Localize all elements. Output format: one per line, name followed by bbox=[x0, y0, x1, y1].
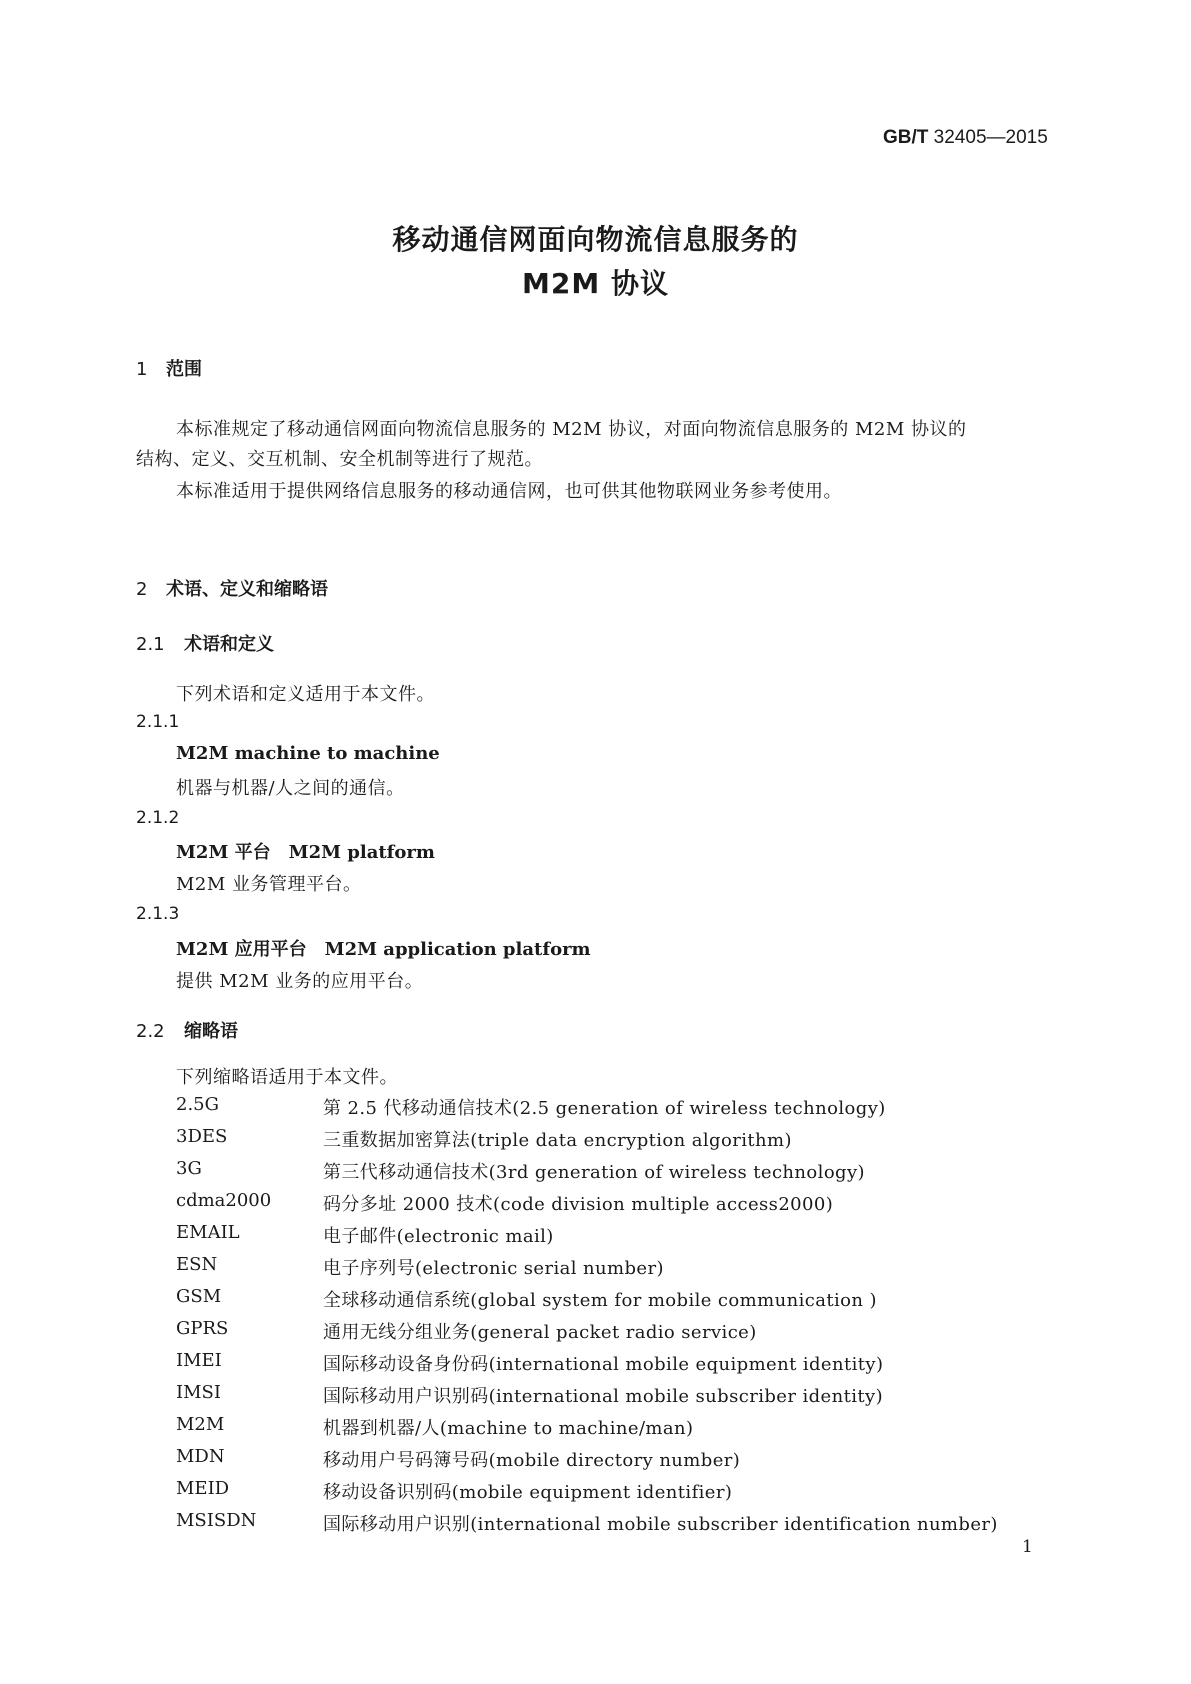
abbreviation: GPRS bbox=[176, 1318, 229, 1339]
section-2-1-title: 术语和定义 bbox=[184, 634, 274, 655]
abbreviation: IMSI bbox=[176, 1382, 221, 1403]
section-2-2-heading bbox=[136, 1017, 238, 1043]
term-number: 2.1.1 bbox=[136, 712, 180, 732]
abbreviation: IMEI bbox=[176, 1350, 222, 1371]
abbreviation: EMAIL bbox=[176, 1222, 240, 1243]
document-title-line1: 移动通信网面向物流信息服务的 bbox=[392, 223, 799, 256]
abbreviation-description: 国际移动设备身份码(international mobile equipment identity) bbox=[323, 1354, 884, 1375]
abbreviation: MSISDN bbox=[176, 1510, 257, 1531]
term-definition: M2M 业务管理平台。 bbox=[176, 874, 362, 895]
abbreviation-description: 机器到机器/人(machine to machine/man) bbox=[323, 1418, 694, 1439]
abbreviation-description: 通用无线分组业务(general packet radio service) bbox=[323, 1322, 757, 1343]
abbreviation-description: 第 2.5 代移动通信技术(2.5 generation of wireless technology) bbox=[323, 1098, 886, 1119]
term-title: M2M machine to machine bbox=[176, 743, 440, 764]
section-1-heading bbox=[136, 355, 202, 381]
term-definition: 提供 M2M 业务的应用平台。 bbox=[176, 971, 424, 992]
abbreviation-description: 电子序列号(electronic serial number) bbox=[323, 1258, 664, 1279]
abbreviation: ESN bbox=[176, 1254, 218, 1275]
section-1-para1-line1: 本标准规定了移动通信网面向物流信息服务的 M2M 协议，对面向物流信息服务的 M2M 协议的 bbox=[176, 419, 967, 440]
abbreviation: M2M bbox=[176, 1414, 225, 1435]
abbreviation: cdma2000 bbox=[176, 1190, 272, 1211]
standard-code-prefix: GB/T bbox=[883, 127, 929, 148]
abbreviation-description: 电子邮件(electronic mail) bbox=[323, 1226, 554, 1247]
section-1-number: 1 bbox=[136, 359, 148, 380]
standard-code-number: 32405—2015 bbox=[933, 127, 1048, 148]
abbreviation-description: 移动设备识别码(mobile equipment identifier) bbox=[323, 1482, 733, 1503]
section-2-heading bbox=[136, 575, 328, 601]
section-1-para2: 本标准适用于提供网络信息服务的移动通信网，也可供其他物联网业务参考使用。 bbox=[176, 481, 842, 502]
term-title: M2M 平台 M2M platform bbox=[176, 842, 435, 863]
section-2-1-number: 2.1 bbox=[136, 634, 165, 655]
section-2-1-heading bbox=[136, 630, 274, 656]
section-2-1-intro: 下列术语和定义适用于本文件。 bbox=[176, 684, 435, 705]
abbreviation-description: 全球移动通信系统(global system for mobile communication ) bbox=[323, 1290, 877, 1311]
abbreviation: 2.5G bbox=[176, 1094, 220, 1115]
term-definition: 机器与机器/人之间的通信。 bbox=[176, 778, 405, 799]
section-1-para1-line2: 结构、定义、交互机制、安全机制等进行了规范。 bbox=[136, 449, 543, 470]
abbreviation: 3DES bbox=[176, 1126, 228, 1147]
page-number: 1 bbox=[1022, 1537, 1033, 1557]
section-2-2-number: 2.2 bbox=[136, 1021, 165, 1042]
abbreviation: MEID bbox=[176, 1478, 230, 1499]
term-number: 2.1.3 bbox=[136, 904, 180, 924]
section-2-title: 术语、定义和缩略语 bbox=[166, 579, 328, 600]
abbreviation-description: 码分多址 2000 技术(code division multiple access2000) bbox=[323, 1194, 834, 1215]
abbreviation-description: 第三代移动通信技术(3rd generation of wireless technology) bbox=[323, 1162, 865, 1183]
term-title: M2M 应用平台 M2M application platform bbox=[176, 939, 591, 960]
document-title-line2: M2M 协议 bbox=[522, 267, 669, 300]
section-2-2-title: 缩略语 bbox=[184, 1021, 238, 1042]
section-2-2-intro: 下列缩略语适用于本文件。 bbox=[176, 1067, 398, 1088]
abbreviation: GSM bbox=[176, 1286, 222, 1307]
abbreviation: MDN bbox=[176, 1446, 225, 1467]
section-1-title: 范围 bbox=[166, 359, 202, 380]
abbreviation-description: 移动用户号码簿号码(mobile directory number) bbox=[323, 1450, 741, 1471]
abbreviation-description: 国际移动用户识别(international mobile subscriber identification number) bbox=[323, 1514, 998, 1535]
term-number: 2.1.2 bbox=[136, 808, 180, 828]
standard-code bbox=[883, 127, 1048, 149]
section-2-number: 2 bbox=[136, 579, 148, 600]
abbreviation: 3G bbox=[176, 1158, 202, 1179]
abbreviation-description: 三重数据加密算法(triple data encryption algorithm) bbox=[323, 1130, 792, 1151]
abbreviation-description: 国际移动用户识别码(international mobile subscriber identity) bbox=[323, 1386, 884, 1407]
